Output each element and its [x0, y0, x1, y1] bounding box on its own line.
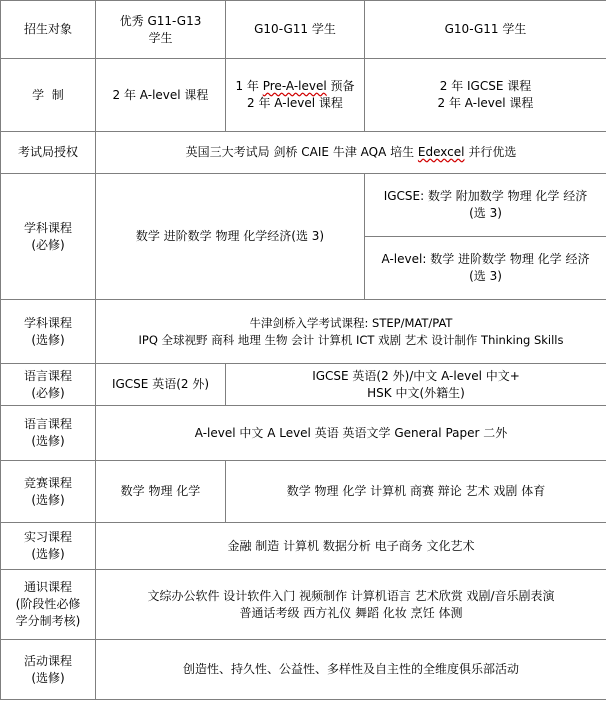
label-elective-subjects: 学科课程 (选修)	[1, 300, 96, 364]
row-target	[1, 1, 606, 59]
row-language-required	[1, 364, 606, 406]
elective-subjects-text: 牛津剑桥入学考试课程: STEP/MAT/PAT IPQ 全球视野 商科 地理 生物 会计 计算机 ICT 戏剧 艺术 设计制作 Thinking Skills	[96, 300, 606, 364]
label-language-elective: 语言课程 (选修)	[1, 406, 96, 461]
spellcheck-word: Edexcel	[417, 145, 465, 159]
target-col1: 优秀 G11-G13 学生	[96, 1, 226, 59]
label-exam-board: 考试局授权	[1, 132, 96, 174]
general-text: 文综办公软件 设计软件入门 视频制作 计算机语言 艺术欣赏 戏剧/音乐剧表演 普通话考级 西方礼仪 舞蹈 化妆 烹饪 体测	[96, 570, 606, 640]
label-system: 学 制	[1, 59, 96, 132]
exam-board-text: 英国三大考试局 剑桥 CAIE 牛津 AQA 培生 Edexcel 并行优选	[96, 132, 606, 174]
target-col2: G10-G11 学生	[226, 1, 365, 59]
label-activity: 活动课程 (选修)	[1, 640, 96, 700]
row-language-elective	[1, 406, 606, 461]
system-col3: 2 年 IGCSE 课程 2 年 A-level 课程	[365, 59, 606, 132]
spellcheck-word: Pre-A-level	[262, 79, 327, 93]
label-internship: 实习课程 (选修)	[1, 523, 96, 570]
system-col2: 1 年 Pre-A-level 预备 2 年 A-level 课程	[226, 59, 365, 132]
row-required-subjects-a	[1, 174, 606, 237]
competition-right: 数学 物理 化学 计算机 商赛 辩论 艺术 戏剧 体育	[226, 461, 606, 523]
label-general: 通识课程 (阶段性必修 学分制考核)	[1, 570, 96, 640]
row-elective-subjects	[1, 300, 606, 364]
target-col3: G10-G11 学生	[365, 1, 606, 59]
system-col1: 2 年 A-level 课程	[96, 59, 226, 132]
label-language-required: 语言课程 (必修)	[1, 364, 96, 406]
row-competition	[1, 461, 606, 523]
row-exam-board	[1, 132, 606, 174]
required-subjects-igcse: IGCSE: 数学 附加数学 物理 化学 经济 (选 3)	[365, 174, 606, 237]
row-system	[1, 59, 606, 132]
internship-text: 金融 制造 计算机 数据分析 电子商务 文化艺术	[96, 523, 606, 570]
row-general	[1, 570, 606, 640]
language-required-right: IGCSE 英语(2 外)/中文 A-level 中文+ HSK 中文(外籍生)	[226, 364, 606, 406]
row-activity	[1, 640, 606, 700]
label-competition: 竞赛课程 (选修)	[1, 461, 96, 523]
competition-left: 数学 物理 化学	[96, 461, 226, 523]
required-subjects-left: 数学 进阶数学 物理 化学经济(选 3)	[96, 174, 365, 300]
label-target: 招生对象	[1, 1, 96, 59]
required-subjects-alevel: A-level: 数学 进阶数学 物理 化学 经济 (选 3)	[365, 237, 606, 300]
activity-text: 创造性、持久性、公益性、多样性及自主性的全维度俱乐部活动	[96, 640, 606, 700]
language-required-left: IGCSE 英语(2 外)	[96, 364, 226, 406]
label-required-subjects: 学科课程 (必修)	[1, 174, 96, 300]
language-elective-text: A-level 中文 A Level 英语 英语文学 General Paper 二外	[96, 406, 606, 461]
row-internship	[1, 523, 606, 570]
